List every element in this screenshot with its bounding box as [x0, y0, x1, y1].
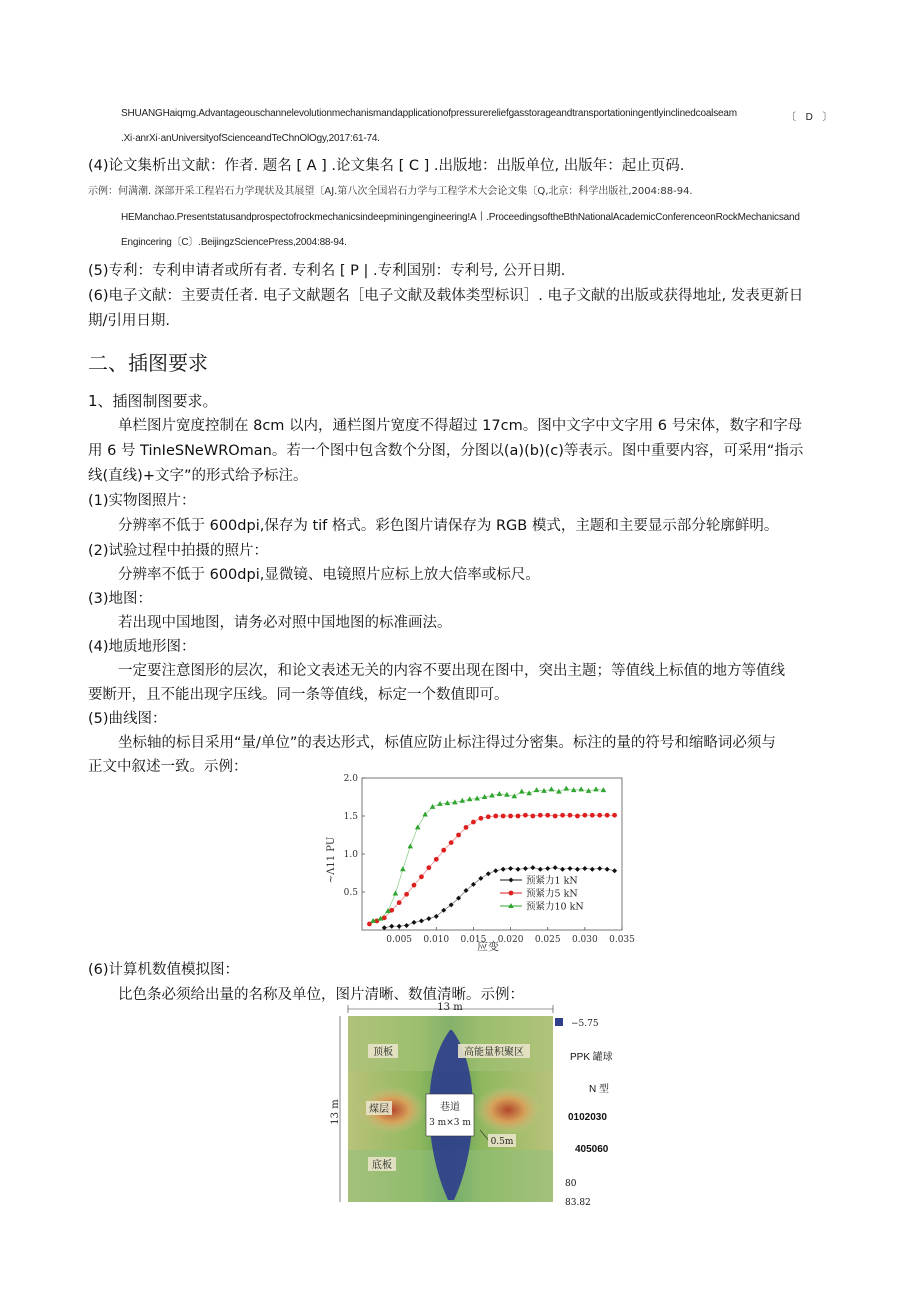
y-tick-label: 0.5 — [343, 888, 358, 898]
data-point — [553, 814, 558, 819]
para-1-line-2: 用 6 号 TinIeSNeWROman。若一个图中包含数个分图，分图以(a)(b)(c)等表示。图中重要内容，可采用“指示 — [88, 443, 804, 459]
data-point — [560, 813, 565, 818]
data-point — [530, 814, 535, 819]
data-point — [590, 813, 595, 818]
data-point — [471, 820, 476, 825]
req-1-text: 分辨率不低于 600dpi,保存为 tif 格式。彩色图片请保存为 RGB 模式，主题和主要显示部分轮廓鲜明。 — [118, 518, 779, 534]
data-point — [612, 813, 617, 818]
data-point — [545, 813, 550, 818]
x-tick-label: 0.035 — [609, 935, 635, 945]
legend-marker — [509, 891, 514, 896]
stress-zone-right — [474, 1086, 542, 1134]
data-point — [597, 813, 602, 818]
top-dimension-label: 13 m — [437, 1002, 463, 1013]
section-2-title: 二、插图要求 — [88, 351, 208, 375]
data-point — [464, 825, 469, 830]
data-point — [478, 816, 483, 821]
para-1-line-1: 单栏图片宽度控制在 8cm 以内，通栏图片宽度不得超过 17cm。图中文字中文字用 6 号宋体，数字和字母 — [118, 418, 803, 434]
ref-doc-type-tag: 〔 D 〕 — [786, 112, 833, 123]
data-point — [456, 833, 461, 838]
coal-seam-label: 煤层 — [369, 1104, 389, 1115]
y-tick-label: 2.0 — [343, 774, 358, 784]
x-tick-label: 0.020 — [497, 935, 524, 945]
req-5-line-1: 坐标轴的标目采用“量/单位”的表达形式，标值应防止标注得过分密集。标注的量的符号和缩略词必须与 — [118, 735, 776, 751]
curve-chart — [322, 770, 635, 955]
data-point — [575, 814, 580, 819]
side-legend-6: 83.82 — [565, 1198, 591, 1208]
roadway-label: 巷道 — [440, 1102, 460, 1113]
high-energy-label: 高能量积聚区 — [464, 1047, 524, 1058]
req-4-title: (4)地质地形图： — [88, 639, 196, 655]
data-point — [404, 892, 409, 897]
subsection-1-title: 1、插图制图要求。 — [88, 392, 218, 410]
legend-label: 预紧力10 kN — [526, 901, 584, 913]
legend-label: 预紧力1 kN — [526, 875, 578, 887]
data-point — [516, 814, 521, 819]
x-tick-label: 0.025 — [534, 935, 561, 945]
para-1-line-3: 线(直线)+文字”的形式给予标注。 — [88, 468, 308, 484]
colorbar-value: −5.75 — [571, 1019, 599, 1029]
chart-xlabel: 应变 — [477, 940, 499, 953]
data-point — [493, 814, 498, 819]
ref-en-line-2: .Xi·anrXi·anUniversityofScienceandTeChnOlOgy,2017:61-74. — [121, 133, 380, 144]
x-tick-label: 0.005 — [386, 935, 413, 945]
x-tick-label: 0.015 — [460, 935, 487, 945]
req-4-line-2: 要断开，且不能出现字压线。同一条等值线，标定一个数值即可。 — [88, 687, 509, 703]
x-tick-label: 0.010 — [423, 935, 450, 945]
req-2-text: 分辨率不低于 600dpi,显微镜、电镜照片应标上放大倍率或标尺。 — [118, 567, 540, 583]
y-tick-label: 1.0 — [343, 850, 358, 860]
item-4-conference-ref: (4)论文集析出文献：作者. 题名 [ A ] .论文集名 [ C ] .出版地：出版单位, 出版年：起止页码. — [88, 158, 685, 174]
item-6-line-2: 期/引用日期. — [88, 313, 170, 329]
example-4-en-line-2: Engincering〔C〕.BeijingzSciencePress,2004:88-94. — [121, 237, 347, 248]
data-point — [397, 900, 402, 905]
req-6-text: 比色条必须给出量的名称及单位，图片清晰、数值清晰。示例： — [118, 987, 524, 1003]
req-2-title: (2)试验过程中拍摄的照片： — [88, 543, 269, 559]
example-4-en-line-1: HEManchao.Presentstatusandprospectofrockmechanicsindeepminingengineering!A丨.ProceedingsoftheBthNationalAcademicConferenceonRockMechanicsand — [121, 212, 800, 223]
data-point — [582, 813, 587, 818]
data-point — [449, 840, 454, 845]
data-point — [419, 874, 424, 879]
data-point — [426, 865, 431, 870]
item-5-patent: (5)专利：专利申请者或所有者. 专利名 [ P | .专利国别：专利号, 公开日期. — [88, 263, 566, 279]
data-point — [441, 848, 446, 853]
item-6-line-1: (6)电子文献：主要责任者. 电子文献题名［电子文献及载体类型标识］. 电子文献的出版或获得地址, 发表更新日 — [88, 288, 804, 304]
roadway-box — [426, 1094, 474, 1136]
side-legend-4: 405060 — [575, 1144, 609, 1155]
data-point — [538, 813, 543, 818]
left-dimension-label: 13 m — [330, 1099, 341, 1125]
colorbar-swatch — [555, 1018, 563, 1026]
side-legend-3: 0102030 — [568, 1112, 607, 1123]
floor-label: 底板 — [372, 1160, 392, 1171]
req-4-line-1: 一定要注意图形的层次，和论文表述无关的内容不要出现在图中，突出主题；等值线上标值的地方等值线 — [118, 663, 785, 679]
req-3-title: (3)地图： — [88, 591, 153, 607]
side-legend-2: N 型 — [589, 1084, 609, 1095]
side-legend-1: PPK 罐球 — [570, 1052, 613, 1063]
side-legend-5: 80 — [565, 1179, 577, 1189]
data-point — [508, 814, 513, 819]
data-point — [434, 857, 439, 862]
roadway-size-label: 3 m×3 m — [429, 1118, 471, 1128]
distance-label: 0.5m — [490, 1137, 514, 1147]
data-point — [568, 813, 573, 818]
simulation-figure — [330, 1000, 620, 1205]
x-tick-label: 0.030 — [571, 935, 598, 945]
req-6-title: (6)计算机数值模拟图： — [88, 962, 240, 978]
req-5-title: (5)曲线图： — [88, 711, 167, 727]
req-3-text: 若出现中国地图，请务必对照中国地图的标准画法。 — [118, 615, 452, 631]
roof-label: 顶板 — [373, 1047, 393, 1058]
data-point — [605, 813, 610, 818]
data-point — [412, 883, 417, 888]
y-tick-label: 1.5 — [343, 812, 358, 822]
req-5-line-2: 正文中叙述一致。示例： — [88, 759, 248, 775]
data-point — [523, 813, 528, 818]
ref-en-line-1: SHUANGHaiqmg.Advantageouschannelevolutionmechanismandapplicationofpressurereliefgasstorageandtransportationingentlyinclinedcoalseam — [121, 108, 737, 119]
chart-ylabel: ~Λ11 PU — [326, 836, 337, 884]
req-1-title: (1)实物图照片： — [88, 493, 196, 509]
example-4: 示例：何满潮. 深部开采工程岩石力学现状及其展望〔AJ.第八次全国岩石力学与工程学术大会论文集〔Q,北京：科学出版社,2004:88-94. — [88, 186, 693, 197]
data-point — [501, 814, 506, 819]
data-point — [486, 814, 491, 819]
legend-label: 预紧力5 kN — [526, 888, 578, 900]
